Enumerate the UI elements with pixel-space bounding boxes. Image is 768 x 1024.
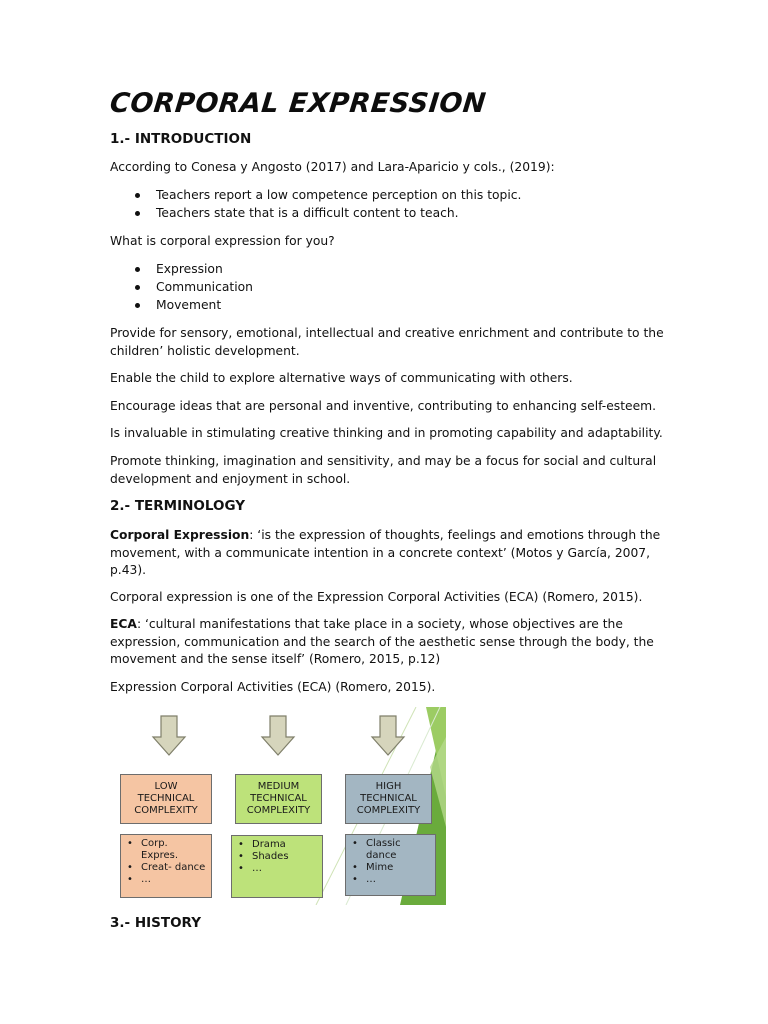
down-arrow-icon [260, 715, 296, 757]
high-complexity-header [345, 774, 432, 824]
header-line: TECHNICAL [137, 793, 195, 804]
down-arrow-icon [151, 715, 187, 757]
document-title: CORPORAL EXPRESSION [108, 88, 488, 119]
bullet-list-teachers [110, 187, 521, 223]
header-line: COMPLEXITY [246, 805, 311, 816]
definition-text: : ‘is the expression of thoughts, feelings and emotions through the movement, with a communicate intention in a concrete context’ (Motos y García, 2007, p.43). [110, 528, 661, 577]
list-item: • … [238, 863, 262, 874]
high-complexity-list [345, 834, 436, 896]
header-line: MEDIUM [257, 781, 300, 792]
list-item: Communication [156, 279, 253, 297]
list-item: • Corp. Expres. [127, 838, 179, 861]
down-arrow-icon [370, 715, 406, 757]
header-line: HIGH [375, 781, 402, 792]
paragraph-enrichment: Provide for sensory, emotional, intellectual and creative enrichment and contribute to the children’ holistic development. [110, 326, 664, 358]
paragraph-imagination: Promote thinking, imagination and sensitivity, and may be a focus for social and cultural development and enjoyment in school. [110, 454, 657, 486]
definition-text: : ‘cultural manifestations that take place in a society, whose objectives are the expression, communication and the search of the aesthetic sense through the body, the movement and the sense itself’ (Romero, 2015, p.12) [110, 617, 654, 666]
medium-complexity-header [235, 774, 322, 824]
term-corporal-expression: Corporal Expression [110, 528, 250, 542]
list-item: • Mime [352, 862, 394, 873]
paragraph-creative-thinking: Is invaluable in stimulating creative thinking and in promoting capability and adaptability. [110, 426, 663, 440]
paragraph-self-esteem: Encourage ideas that are personal and inventive, contributing to enhancing self-esteem. [110, 399, 657, 413]
medium-complexity-list [231, 835, 323, 898]
diagram-caption: Expression Corporal Activities (ECA) (Romero, 2015). [110, 680, 436, 694]
list-item: • … [127, 874, 151, 885]
list-item: Movement [156, 297, 253, 315]
definition-eca [110, 616, 665, 669]
header-line: COMPLEXITY [134, 805, 198, 816]
definition-corporal-expression [110, 527, 665, 580]
term-eca: ECA [110, 617, 137, 631]
list-item: Teachers state that is a difficult content to teach. [156, 205, 521, 223]
list-item: • Drama [238, 839, 286, 850]
section-heading-history: 3.- HISTORY [110, 915, 201, 931]
list-item: • Classic dance [352, 838, 401, 861]
list-item: • Shades [238, 851, 289, 862]
paragraph-eca-relation: Corporal expression is one of the Expression Corporal Activities (ECA) (Romero, 2015). [110, 590, 643, 604]
header-line: TECHNICAL [360, 793, 417, 804]
list-item: Teachers report a low competence perception on this topic. [156, 187, 521, 205]
low-complexity-list [120, 834, 212, 898]
list-item: • Creat- dance [127, 862, 206, 873]
section-heading-terminology: 2.- TERMINOLOGY [110, 498, 246, 514]
bullet-list-concepts [110, 261, 253, 315]
list-item: Expression [156, 261, 253, 279]
eca-complexity-diagram [110, 707, 446, 905]
header-line: TECHNICAL [250, 793, 307, 804]
header-line: COMPLEXITY [356, 805, 421, 816]
question-paragraph: What is corporal expression for you? [110, 234, 335, 248]
section-heading-introduction: 1.- INTRODUCTION [110, 131, 252, 147]
paragraph-communicating: Enable the child to explore alternative ways of communicating with others. [110, 371, 573, 385]
low-complexity-header [120, 774, 212, 824]
intro-paragraph: According to Conesa y Angosto (2017) and Lara-Aparicio y cols., (2019): [110, 160, 555, 174]
list-item: • … [352, 874, 376, 885]
header-line: LOW [154, 781, 178, 792]
